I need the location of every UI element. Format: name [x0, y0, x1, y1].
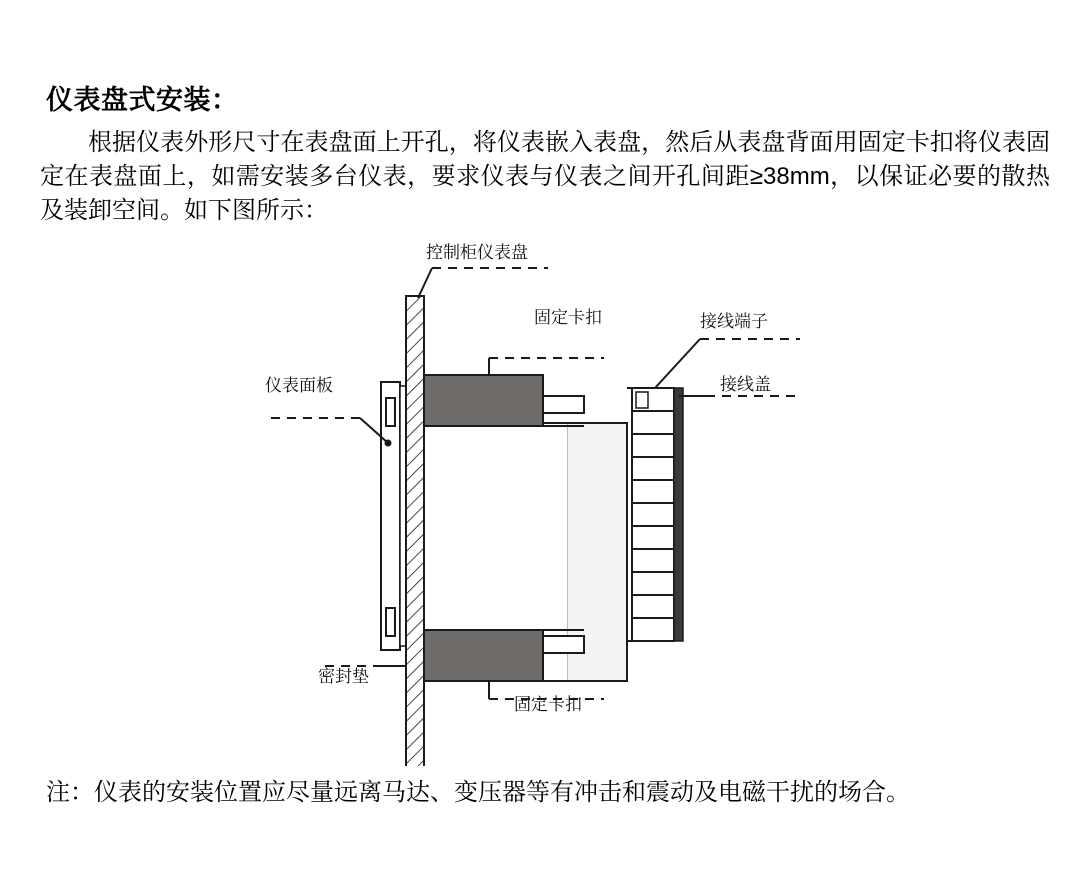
label-wiring-cover: 接线盖	[720, 375, 771, 394]
leader-fixing-clip-top	[489, 358, 604, 375]
label-front-panel: 仪表面板	[265, 376, 333, 395]
label-panel-cabinet: 控制柜仪表盘	[426, 243, 528, 262]
label-fixing-clip-bottom: 固定卡扣	[514, 695, 582, 714]
installation-diagram	[0, 236, 1080, 766]
page-title: 仪表盘式安装：	[46, 85, 239, 115]
label-fixing-clip-top: 固定卡扣	[534, 308, 602, 327]
label-sealing-gasket: 密封垫	[318, 667, 369, 686]
footnote-text: 注：仪表的安装位置应尽量远离马达、变压器等有冲击和震动及电磁干扰的场合。	[46, 779, 910, 806]
leader-front-panel	[265, 418, 392, 447]
label-terminal-block: 接线端子	[700, 312, 768, 331]
body-paragraph: 根据仪表外形尺寸在表盘面上开孔，将仪表嵌入表盘，然后从表盘背面用固定卡扣将仪表固定在表盘面上，如需安装多台仪表，要求仪表与仪表之间开孔间距≥38mm，以保证必要的散热及装卸空间。如下图所示：	[40, 129, 1050, 224]
leader-panel-cabinet	[418, 268, 548, 298]
